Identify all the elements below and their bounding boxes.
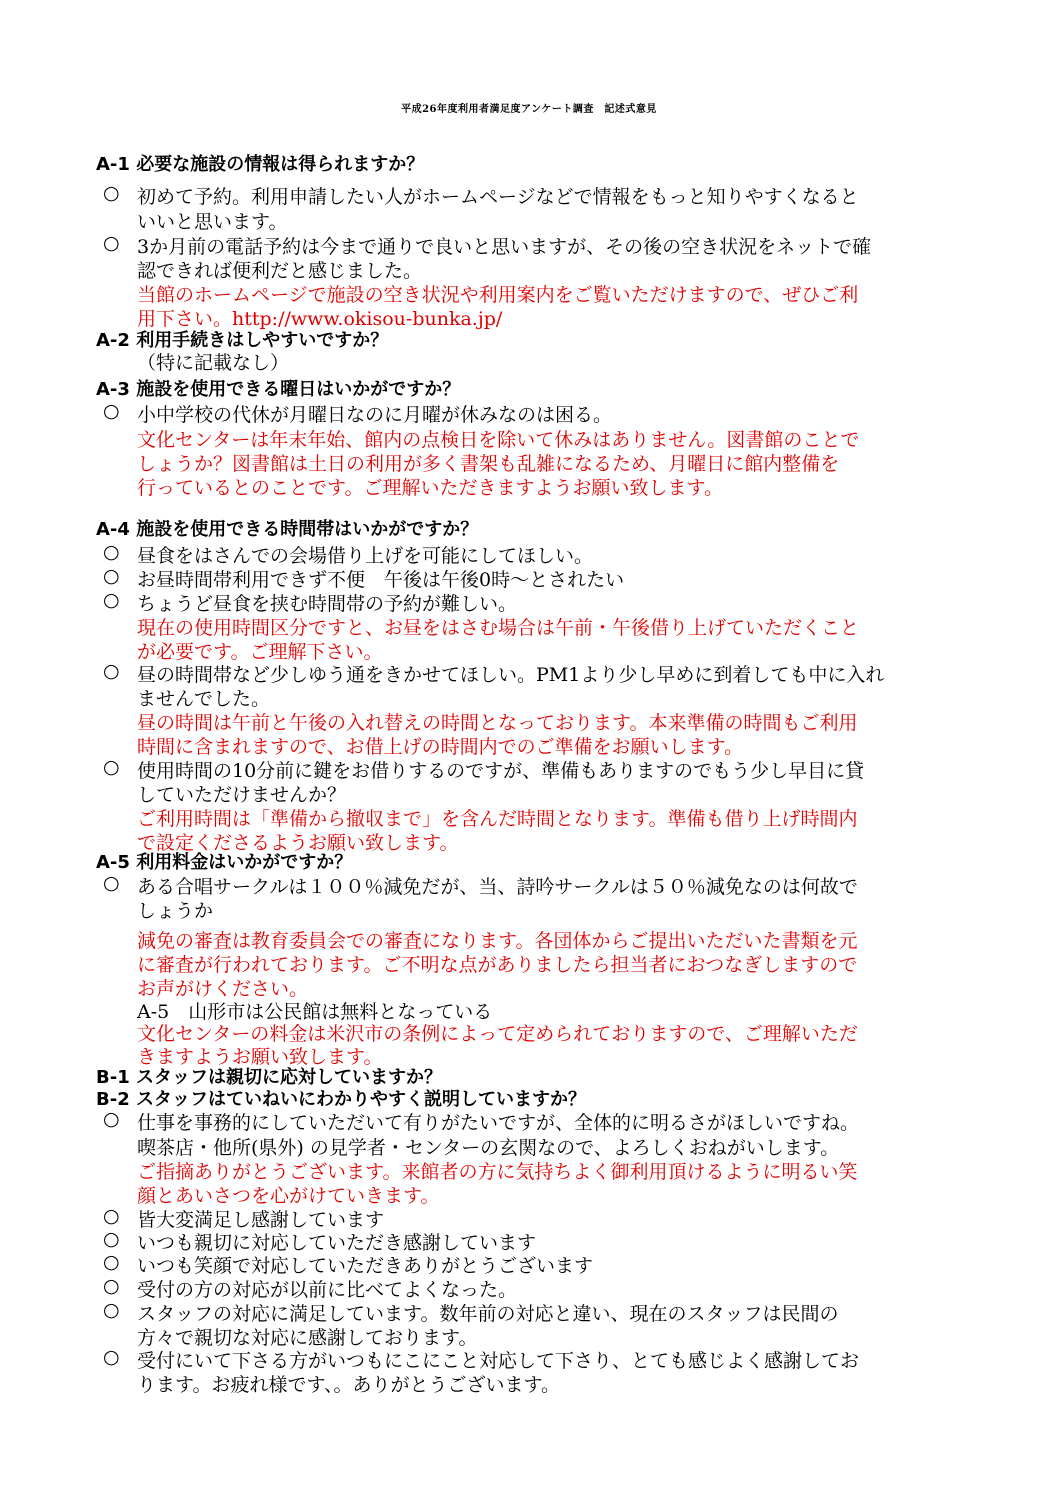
bullet-icon: ○ (103, 660, 120, 682)
comment-line: 受付の方の対応が以前に比べてよくなった。 (137, 1279, 518, 1301)
response-line: 時間に含まれますので、お借上げの時間内でのご準備をお願いします。 (137, 736, 744, 758)
section-heading-a4: A-4 施設を使用できる時間帯はいかがですか？ (96, 519, 479, 540)
response-line: 昼の時間は午前と午後の入れ替えの時間となっております。本来準備の時間もご利用 (137, 712, 858, 734)
section-heading-a5: A-5 利用料金はいかがですか？ (96, 852, 353, 873)
section-heading-a1: A-1 必要な施設の情報は得られますか？ (96, 154, 425, 175)
comment-line: ちょうど昼食を挟む時間帯の予約が難しい。 (137, 593, 518, 615)
bullet-icon: ○ (103, 1299, 120, 1321)
bullet-icon: ○ (103, 1275, 120, 1297)
comment-line: ある合唱サークルは１００％減免だが、当、詩吟サークルは５０％減免なのは何故で (137, 876, 858, 898)
comment-line: いつも笑顔で対応していただきありがとうございます (137, 1255, 594, 1277)
section-heading-a2: A-2 利用手続きはしやすいですか？ (96, 330, 389, 351)
bullet-icon: ○ (103, 541, 120, 563)
response-line: 文化センターの料金は米沢市の条例によって定められておりますので、ご理解いただ (137, 1023, 858, 1045)
comment-line: お昼時間帯利用できず不便 午後は午後0時～とされたい (137, 569, 625, 591)
response-line: 行っているとのことです。ご理解いただきますようお願い致します。 (137, 477, 723, 499)
comment-line: 小中学校の代休が月曜日なのに月曜が休みなのは困る。 (137, 404, 613, 426)
section-heading-a3: A-3 施設を使用できる曜日はいかがですか？ (96, 379, 461, 400)
comment-line: 方々で親切な対応に感謝しております。 (137, 1327, 478, 1349)
comment-line: ませんでした。 (137, 688, 271, 710)
response-line: 当館のホームページで施設の空き状況や利用案内をご覧いただけますので、ぜひご利 (137, 284, 859, 306)
bullet-icon: ○ (103, 1228, 120, 1250)
response-line: が必要です。ご理解下さい。 (137, 641, 383, 663)
comment-line: 使用時間の10分前に鍵をお借りするのですが、準備もありますのでもう少し早目に貸 (137, 760, 865, 782)
bullet-icon: ○ (103, 1108, 120, 1130)
response-line: 現在の使用時間区分ですと、お昼をはさむ場合は午前・午後借り上げていただくこと (137, 617, 860, 639)
bullet-icon: ○ (103, 589, 120, 611)
comment-line: 昼食をはさんでの会場借り上げを可能にしてほしい。 (137, 545, 594, 567)
response-line: しょうか？図書館は土日の利用が多く書架も乱雑になるため、月曜日に館内整備を (137, 453, 840, 475)
response-line: 用下さい。http://www.okisou-bunka.jp/ (137, 308, 503, 330)
bullet-icon: ○ (103, 872, 120, 894)
comment-line: 受付にいて下さる方がいつもにこにこと対応して下さり、とても感じよく感謝してお (137, 1350, 860, 1372)
comment-line: しょうか (137, 900, 214, 922)
comment-line: 初めて予約。利用申請したい人がホームページなどで情報をもっと知りやすくなると (137, 186, 859, 208)
comment-line: いつも親切に対応していただき感謝しています (137, 1232, 537, 1254)
comment-line: 仕事を事務的にしていただいて有りがたいですが、全体的に明るさがほしいですね。 (137, 1112, 860, 1134)
comment-line: 喫茶店・他所(県外) の見学者・センターの玄関なので、よろしくおねがいします。 (137, 1137, 840, 1159)
comment-line: スタッフの対応に満足しています。数年前の対応と違い、現在のスタッフは民間の (137, 1303, 839, 1325)
comment-line: 昼の時間帯など少しゆう通をきかせてほしい。PM1より少し早めに到着しても中に入れ (137, 664, 885, 686)
comment-line: A-5 山形市は公民館は無料となっている (137, 1001, 493, 1023)
response-line: ご指摘ありがとうございます。来館者の方に気持ちよく御利用頂けるように明るい笑 (137, 1161, 858, 1183)
response-line: きますようお願い致します。 (137, 1046, 383, 1068)
comment-line: していただけませんか？ (137, 784, 347, 806)
response-line: 文化センターは年末年始、館内の点検日を除いて休みはありません。図書館のことで (137, 429, 860, 451)
bullet-icon: ○ (103, 756, 120, 778)
response-line: ご利用時間は「準備から撤収まで」を含んだ時間となります。準備も借り上げ時間内 (137, 808, 858, 830)
response-line: お声がけください。 (137, 978, 309, 1000)
bullet-icon: ○ (103, 1205, 120, 1227)
bullet-icon: ○ (103, 1251, 120, 1273)
response-line: に審査が行われております。ご不明な点がありましたら担当者におつなぎしますので (137, 954, 858, 976)
bullet-icon: ○ (103, 182, 120, 204)
comment-line: 認できれば便利だと感じました。 (137, 260, 423, 282)
comment-line: ります。お疲れ様です、。ありがとうございます。 (137, 1374, 560, 1396)
response-line: で設定くださるようお願い致します。 (137, 832, 459, 854)
comment-line: いいと思います。 (137, 211, 288, 233)
section-heading-b1: B-1 スタッフは親切に応対していますか？ (96, 1067, 442, 1088)
document-title: 平成26年度利用者満足度アンケート調査 記述式意見 (401, 104, 657, 115)
comment-line: 皆大変満足し感謝しています (137, 1209, 385, 1231)
bullet-icon: ○ (103, 232, 120, 254)
note-line: （特に記載なし） (137, 352, 290, 374)
section-heading-b2: B-2 スタッフはていねいにわかりやすく説明していますか？ (96, 1089, 586, 1110)
comment-line: 3か月前の電話予約は今まで通りで良いと思いますが、その後の空き状況をネットで確 (137, 236, 872, 258)
bullet-icon: ○ (103, 565, 120, 587)
bullet-icon: ○ (103, 1346, 120, 1368)
response-line: 減免の審査は教育委員会での審査になります。各団体からご提出いただいた書類を元 (137, 930, 858, 952)
bullet-icon: ○ (103, 400, 120, 422)
response-line: 顔とあいさつを心がけていきます。 (137, 1185, 440, 1207)
